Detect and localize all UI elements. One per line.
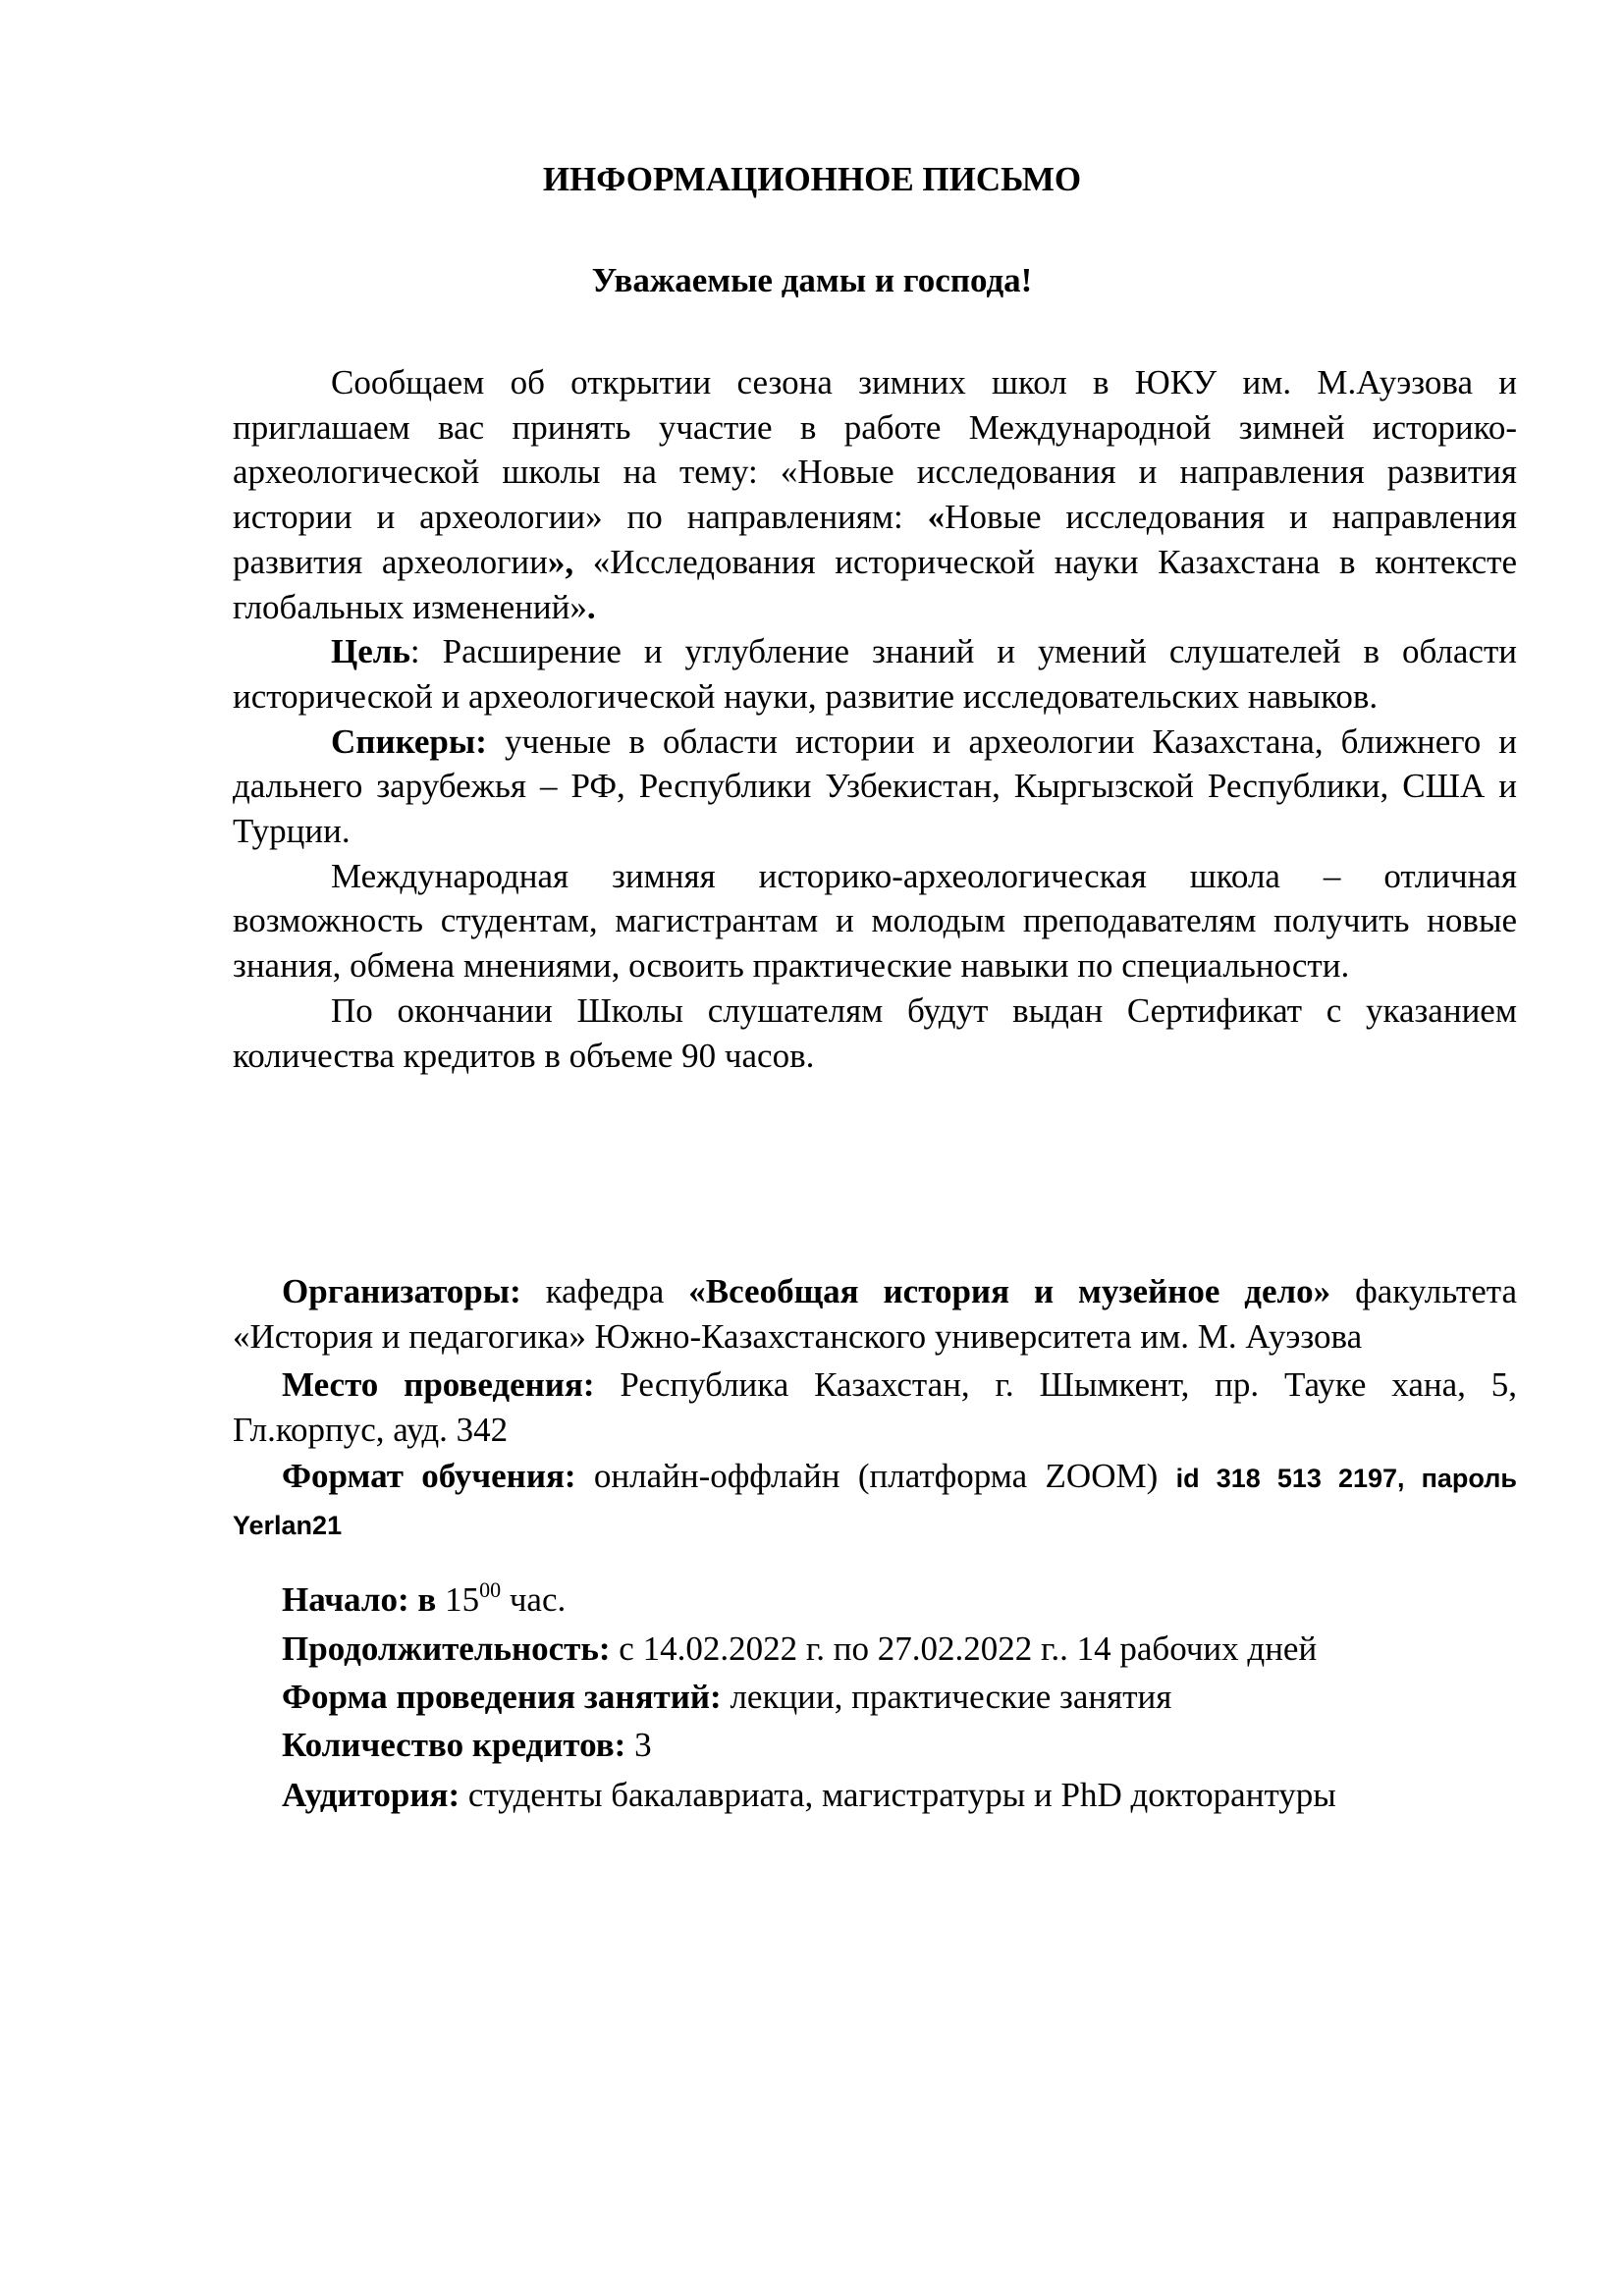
document-title: ИНФОРМАЦИОННОЕ ПИСЬМО	[542, 160, 1082, 198]
intro-final-period: .	[586, 587, 596, 626]
goal-paragraph	[233, 629, 1517, 719]
credits-text: 3	[625, 1726, 652, 1764]
school-paragraph: Международная зимняя историко-археологическая школа – отличная возможность студентам, магистрантам и молодым преподавателям получить новые знания, обмена мнениями, освоить практические навыки по специальности.	[233, 856, 1517, 986]
intro-quote-open: «	[927, 498, 946, 537]
class-form-text: лекции, практические занятия	[721, 1678, 1172, 1716]
zoom-credentials: id 318 513 2197, пароль Yerlan21	[233, 1464, 1517, 1541]
duration-text: с 14.02.2022 г. по 27.02.2022 г.. 14 рабочих дней	[610, 1629, 1318, 1668]
format-label: Формат обучения:	[282, 1457, 576, 1496]
venue-text: Республика Казахстан, г. Шымкент, пр. Тауке хана, 5, Гл.корпус, ауд. 342	[233, 1365, 1518, 1450]
venue-label: Место проведения:	[282, 1365, 595, 1405]
start-hour: 15	[436, 1580, 480, 1619]
speakers-paragraph	[233, 720, 1517, 854]
intro-text-1: Сообщаем об открытии сезона зимних школ в ЮКУ им. М.Ауэзова и приглашаем вас принять участие в работе Международной зимней историко-археологической школы на тему: «Новые исследования и направления развития истории и археологии» по направлениям:	[233, 363, 1517, 537]
goal-text: : Расширение и углубление знаний и умений слушателей в области исторической и археологической науки, развитие исследовательских навыков.	[233, 632, 1517, 716]
intro-text-2: Новые исследования и направления развития археологии	[233, 498, 1517, 581]
intro-text-3: «Исследования исторической науки Казахстана в контексте глобальных изменений»	[233, 542, 1518, 626]
audience-text: студенты бакалавриата, магистратуры и PhD докторантуры	[460, 1776, 1336, 1814]
duration-line	[282, 1627, 1317, 1672]
start-suffix: час.	[501, 1580, 567, 1619]
start-minutes: 00	[479, 1577, 502, 1602]
intro-paragraph	[233, 360, 1517, 629]
audience-line	[282, 1773, 1336, 1818]
certificate-paragraph: По окончании Школы слушателям будут выдан Сертификат с указанием количества кредитов в объеме 90 часов.	[233, 990, 1517, 1075]
format-text: онлайн-оффлайн (платформа ZOOM)	[575, 1457, 1176, 1496]
organizers-paragraph	[233, 1269, 1517, 1359]
venue-paragraph	[233, 1362, 1517, 1453]
class-form-line	[282, 1675, 1171, 1720]
credits-label: Количество кредитов:	[282, 1726, 626, 1764]
duration-label: Продолжительность:	[282, 1629, 611, 1668]
greeting: Уважаемые дамы и господа!	[591, 261, 1033, 299]
format-paragraph	[233, 1454, 1517, 1548]
speakers-text: ученые в области истории и археологии Казахстана, ближнего и дальнего зарубежья – РФ, Республики Узбекистан, Кыргызской Республики, США и Турции.	[233, 721, 1517, 851]
intro-quote-close: »,	[547, 542, 574, 581]
organizers-label: Организаторы:	[282, 1272, 521, 1310]
speakers-label: Спикеры:	[331, 721, 487, 761]
start-line	[282, 1577, 566, 1623]
event-details	[233, 1269, 1517, 1548]
goal-label: Цель	[331, 632, 410, 671]
audience-label: Аудитория:	[282, 1776, 460, 1814]
credits-line	[282, 1723, 652, 1768]
letter-body	[233, 360, 1517, 1078]
organizers-text-1: кафедра	[520, 1272, 689, 1310]
organizers-text-2: факультета «История и педагогика» Южно-Казахстанского университета им. М. Ауэзова	[233, 1272, 1517, 1356]
class-form-label: Форма проведения занятий:	[282, 1678, 722, 1716]
start-label: Начало: в	[282, 1580, 437, 1619]
organizers-department: «Всеобщая история и музейное дело»	[688, 1272, 1331, 1310]
